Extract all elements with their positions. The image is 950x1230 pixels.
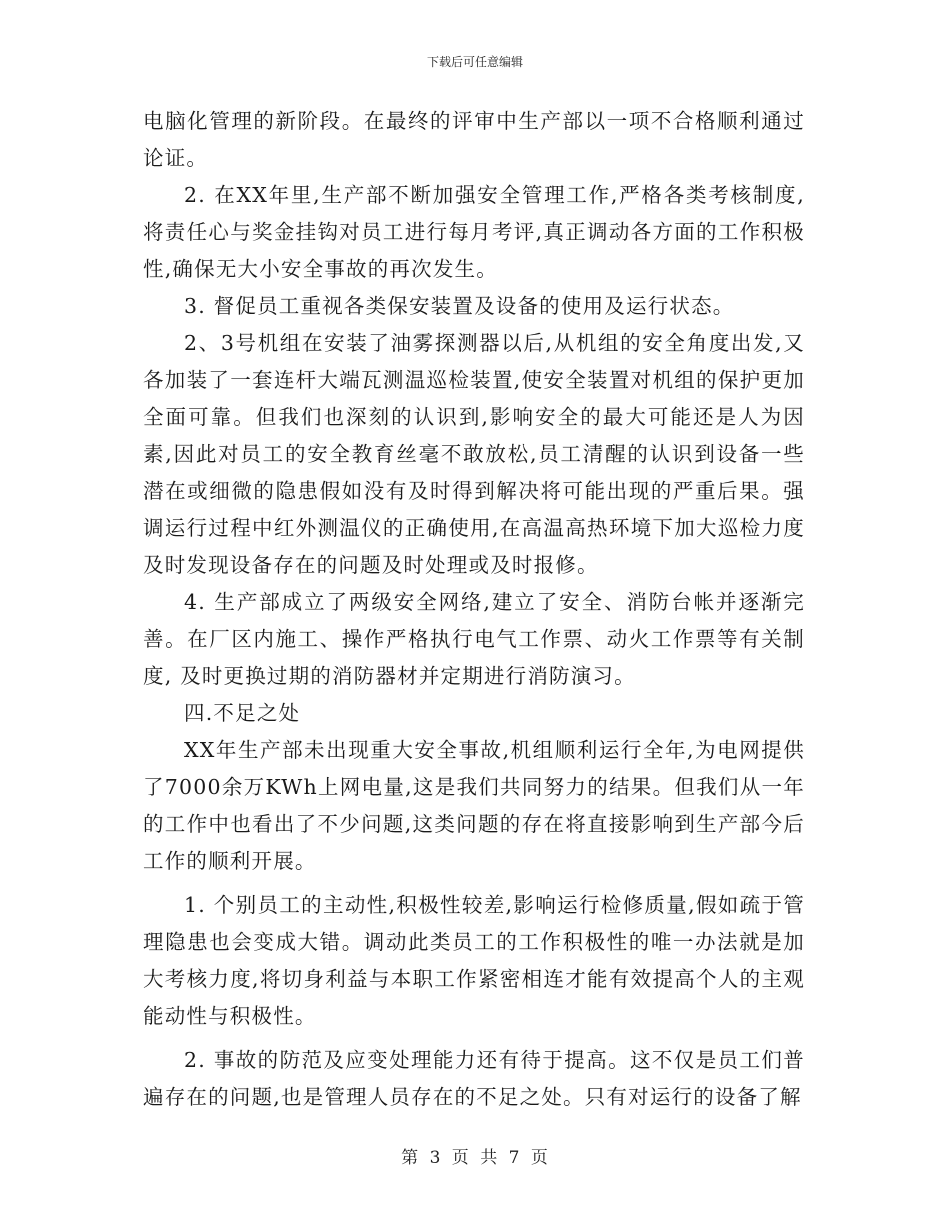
paragraph-summary: XX年生产部未出现重大安全事故,机组顺利运行全年,为电网提供了7000余万KWh上网电量,这是我们共同努力的结果。但我们从一年的工作中也看出了不少问题,这类问题的存在将直接影响到生产部今后工作的顺利开展。 bbox=[143, 738, 805, 873]
paragraph-item-4: 4. 生产部成立了两级安全网络,建立了安全、消防台帐并逐渐完善。在厂区内施工、操作严格执行电气工作票、动火工作票等有关制度, 及时更换过期的消防器材并定期进行消防演习。 bbox=[143, 590, 805, 688]
page-number: 第 3 页 共 7 页 bbox=[401, 1148, 549, 1168]
paragraph-units: 2、3号机组在安装了油雾探测器以后,从机组的安全角度出发,又各加装了一套连杆大端瓦测温巡检装置,使安全装置对机组的保护更加全面可靠。但我们也深刻的认识到,影响安全的最大可能还是人为因素,因此对员工的安全教育丝毫不敢放松,员工清醒的认识到设备一些潜在或细微的隐患假如没有及时得到解决将可能出现的严重后果。强调运行过程中红外测温仪的正确使用,在高温高热环境下加大巡检力度及时发现设备存在的问题及时处理或及时报修。 bbox=[143, 331, 805, 577]
document-body bbox=[143, 103, 805, 1116]
paragraph-item-2: 2. 在XX年里,生产部不断加强安全管理工作,严格各类考核制度,将责任心与奖金挂钩对员工进行每月考评,真正调动各方面的工作积极性,确保无大小安全事故的再次发生。 bbox=[143, 183, 805, 281]
paragraph-continuation: 电脑化管理的新阶段。在最终的评审中生产部以一项不合格顺利通过论证。 bbox=[143, 109, 805, 170]
section-heading: 四.不足之处 bbox=[184, 701, 301, 725]
paragraph-issue-2: 2. 事故的防范及应变处理能力还有待于提高。这不仅是员工们普遍存在的问题,也是管理人员存在的不足之处。只有对运行的设备了解 bbox=[143, 1048, 805, 1109]
paragraph-issue-1: 1. 个别员工的主动性,积极性较差,影响运行检修质量,假如疏于管理隐患也会变成大错。调动此类员工的工作积极性的唯一办法就是加大考核力度,将切身利益与本职工作紧密相连才能有效提高个人的主观能动性与积极性。 bbox=[143, 893, 805, 1028]
page-header: 下载后可任意编辑 bbox=[426, 55, 523, 69]
paragraph-item-3: 3. 督促员工重视各类保安装置及设备的使用及运行状态。 bbox=[184, 294, 735, 318]
